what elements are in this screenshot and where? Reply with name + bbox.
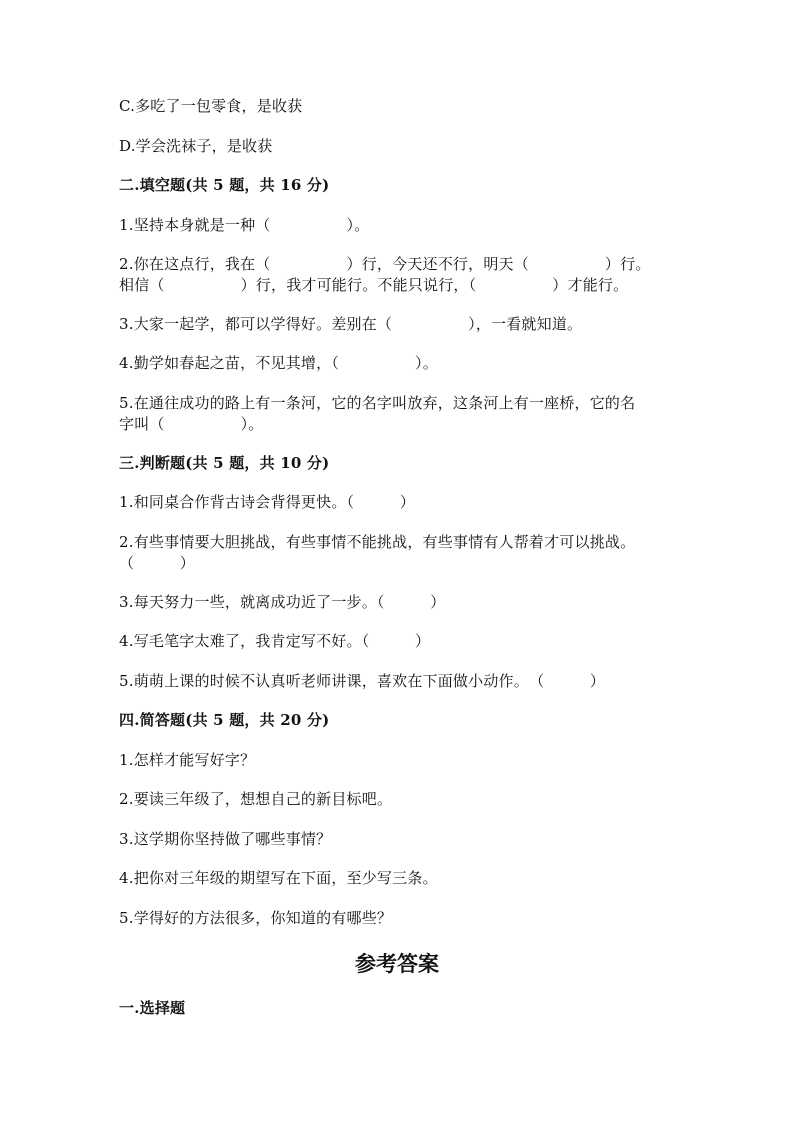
choice-option-d: D.学会洗袜子，是收获 [119,137,273,155]
short-answer-q2: 2.要读三年级了，想想自己的新目标吧。 [119,790,393,808]
true-false-q4: 4.写毛笔字太难了，我肯定写不好。（ ） [119,632,431,650]
true-false-q1: 1.和同桌合作背古诗会背得更快。（ ） [119,493,416,511]
answer-key-title: 参考答案 [355,951,439,976]
short-answer-q5: 5.学得好的方法很多，你知道的有哪些？ [119,909,393,927]
true-false-q2-line1: 2.有些事情要大胆挑战，有些事情不能挑战，有些事情有人帮着才可以挑战。 [119,533,636,551]
fill-blank-q4: 4.勤学如春起之苗，不见其增，（ ）。 [119,354,438,372]
fill-blank-q3: 3.大家一起学，都可以学得好。差别在（ ），一看就知道。 [119,315,583,333]
fill-blank-heading: 二.填空题(共 5 题，共 16 分) [119,176,330,194]
choice-option-c: C.多吃了一包零食，是收获 [119,97,303,115]
short-answer-q1: 1.怎样才能写好字？ [119,751,256,769]
true-false-q5: 5.萌萌上课的时候不认真听老师讲课，喜欢在下面做小动作。 （ ） [119,672,606,690]
true-false-q2-line2: （ ） [119,554,196,572]
short-answer-q4: 4.把你对三年级的期望写在下面，至少写三条。 [119,869,438,887]
true-false-heading: 三.判断题(共 5 题，共 10 分) [119,454,330,472]
short-answer-heading: 四.简答题(共 5 题，共 20 分) [119,711,330,729]
short-answer-q3: 3.这学期你坚持做了哪些事情？ [119,830,332,848]
fill-blank-q2-line2: 相信（ ）行，我才可能行。不能只说行，（ ）才能行。 [119,276,629,294]
true-false-q3: 3.每天努力一些，就离成功近了一步。（ ） [119,593,446,611]
answer-section1-heading: 一.选择题 [119,999,186,1017]
fill-blank-q5-line2: 字叫（ ）。 [119,415,264,433]
fill-blank-q2-line1: 2.你在这点行，我在（ ）行，今天还不行，明天（ ）行。 [119,255,651,273]
fill-blank-q1: 1.坚持本身就是一种（ ）。 [119,216,370,234]
fill-blank-q5-line1: 5.在通往成功的路上有一条河，它的名字叫放弃，这条河上有一座桥，它的名 [119,394,636,412]
